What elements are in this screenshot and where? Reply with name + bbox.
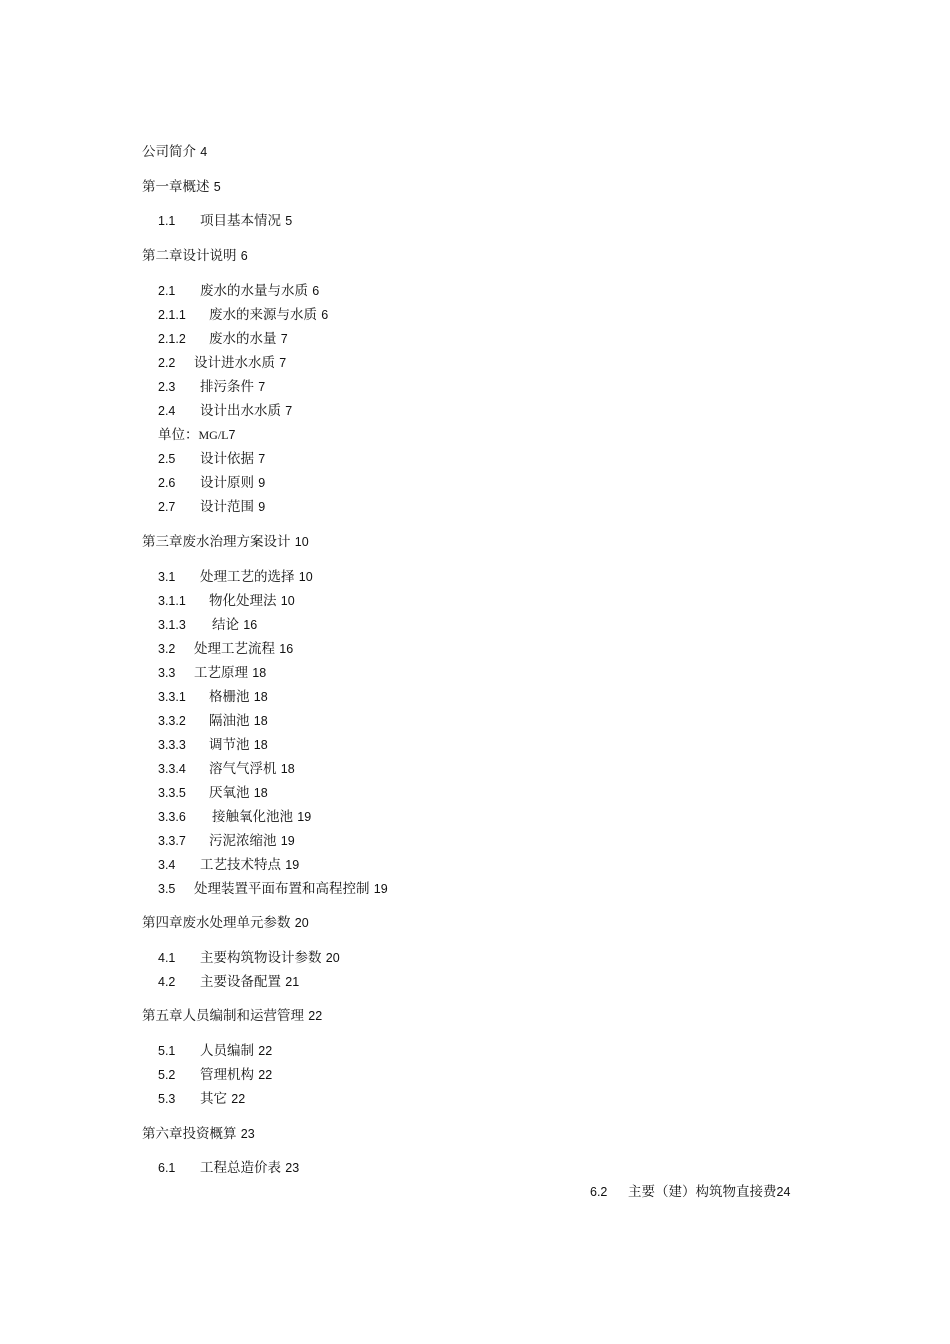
toc-section-number: 2.7: [158, 500, 176, 514]
toc-section-5-2[interactable]: [158, 1066, 272, 1084]
toc-title: 第一章概述: [142, 179, 210, 195]
toc-page-number: 6: [321, 308, 329, 322]
toc-title: 第六章投资概算: [142, 1126, 237, 1142]
toc-page-number: 19: [280, 834, 295, 848]
toc-title: 厌氧池: [209, 785, 250, 801]
toc-section-3-3[interactable]: [158, 664, 266, 682]
toc-section-3-2[interactable]: [158, 640, 293, 658]
toc-title: 项目基本情况: [200, 213, 281, 229]
toc-title: 第五章人员编制和运营管理: [142, 1008, 304, 1024]
toc-section-2-5[interactable]: [158, 450, 265, 468]
toc-page-number: 16: [243, 618, 258, 632]
toc-section-3-5[interactable]: [158, 880, 388, 898]
toc-page-number: 18: [252, 666, 267, 680]
toc-title: 工艺技术特点: [200, 857, 281, 873]
toc-section-3-1-3[interactable]: [158, 616, 257, 634]
toc-chapter-6[interactable]: [142, 1125, 255, 1143]
toc-title: 人员编制: [200, 1043, 254, 1059]
toc-section-3-3-6[interactable]: [158, 808, 311, 826]
toc-title: 公司简介: [142, 144, 196, 160]
toc-section-number: 2.3: [158, 380, 176, 394]
toc-title: 废水的来源与水质: [209, 307, 317, 323]
toc-section-number: 5.2: [158, 1068, 176, 1082]
toc-chapter-5[interactable]: [142, 1007, 322, 1025]
toc-page-number: 7: [285, 404, 293, 418]
toc-section-3-4[interactable]: [158, 856, 299, 874]
toc-section-number: 3.3.3: [158, 738, 186, 752]
toc-section-number: 5.3: [158, 1092, 176, 1106]
toc-section-number: 3.1.3: [158, 618, 186, 632]
toc-section-number: 4.1: [158, 951, 176, 965]
toc-page-number: 19: [297, 810, 312, 824]
toc-title: 废水的水量与水质: [200, 283, 308, 299]
toc-section-number: 3.3: [158, 666, 176, 680]
toc-title: 排污条件: [200, 379, 254, 395]
toc-title: 管理机构: [200, 1067, 254, 1083]
toc-title: 溶气气浮机: [209, 761, 277, 777]
toc-page-number: 22: [308, 1009, 323, 1023]
toc-section-2-1[interactable]: [158, 282, 319, 300]
toc-section-3-1-1[interactable]: [158, 592, 295, 610]
toc-page-number: 6: [240, 249, 248, 263]
toc-title: 接触氧化池池: [212, 809, 293, 825]
toc-section-2-1-1[interactable]: [158, 306, 328, 324]
toc-title: 废水的水量: [209, 331, 277, 347]
toc-section-number: 2.1: [158, 284, 176, 298]
toc-section-2-2[interactable]: [158, 354, 286, 372]
toc-section-number: 1.1: [158, 214, 176, 228]
toc-page-number: 9: [258, 500, 266, 514]
toc-section-2-4[interactable]: [158, 402, 292, 420]
toc-section-3-3-2[interactable]: [158, 712, 268, 730]
toc-title: 设计依据: [200, 451, 254, 467]
toc-page-number: 5: [285, 214, 293, 228]
toc-section-number: 3.5: [158, 882, 176, 896]
toc-title: 工程总造价表: [200, 1160, 281, 1176]
toc-title: 处理工艺的选择: [200, 569, 295, 585]
toc-section-number: 2.4: [158, 404, 176, 418]
toc-title: 设计原则: [200, 475, 254, 491]
toc-section-number: 3.3.7: [158, 834, 186, 848]
toc-page-number: 24: [776, 1185, 791, 1199]
toc-title: 隔油池: [209, 713, 250, 729]
toc-page-number: 7: [228, 428, 236, 442]
toc-section-number: 2.1.2: [158, 332, 186, 346]
toc-title: 调节池: [209, 737, 250, 753]
toc-page-number: 18: [253, 714, 268, 728]
toc-section-6-1[interactable]: [158, 1159, 299, 1177]
toc-section-3-3-1[interactable]: [158, 688, 268, 706]
toc-title: 污泥浓缩池: [209, 833, 277, 849]
toc-page-number: 4: [200, 145, 208, 159]
toc-title: 设计范围: [200, 499, 254, 515]
toc-page-number: 7: [258, 452, 266, 466]
toc-page-number: 9: [258, 476, 266, 490]
toc-title: 设计出水水质: [200, 403, 281, 419]
toc-title: 第三章废水治理方案设计: [142, 534, 291, 550]
toc-page-number: 10: [298, 570, 313, 584]
toc-page-number: 20: [294, 916, 309, 930]
toc-title: 主要（建）构筑物直接费: [628, 1184, 777, 1200]
toc-title: 主要构筑物设计参数: [200, 950, 322, 966]
toc-page-number: 22: [231, 1092, 246, 1106]
toc-unit: MG/L: [198, 428, 229, 442]
toc-title: 物化处理法: [209, 593, 277, 609]
toc-page-number: 10: [294, 535, 309, 549]
toc-page-number: 5: [213, 180, 221, 194]
toc-chapter-intro[interactable]: [142, 143, 207, 161]
toc-section-1-1[interactable]: [158, 212, 292, 230]
toc-section-3-1[interactable]: [158, 568, 313, 586]
toc-section-number: 3.4: [158, 858, 176, 872]
toc-page-number: 16: [279, 642, 294, 656]
toc-title: 处理装置平面布置和高程控制: [194, 881, 370, 897]
toc-chapter-4[interactable]: [142, 914, 309, 932]
toc-title: 单位：: [158, 427, 199, 443]
toc-page-number: 7: [258, 380, 266, 394]
toc-page-number: 23: [240, 1127, 255, 1141]
toc-chapter-2[interactable]: [142, 247, 248, 265]
toc-section-number: 2.6: [158, 476, 176, 490]
toc-section-number: 3.3.1: [158, 690, 186, 704]
toc-chapter-3[interactable]: [142, 533, 309, 551]
toc-page-number: 10: [280, 594, 295, 608]
toc-page-number: 19: [373, 882, 388, 896]
toc-section-2-6[interactable]: [158, 474, 265, 492]
toc-section-2-3[interactable]: [158, 378, 265, 396]
toc-section-number: 3.3.6: [158, 810, 186, 824]
toc-section-3-3-7[interactable]: [158, 832, 295, 850]
toc-page-number: 20: [325, 951, 340, 965]
toc-section-6-2[interactable]: [590, 1183, 790, 1201]
toc-page-number: 18: [280, 762, 295, 776]
toc-section-number: 2.1.1: [158, 308, 186, 322]
toc-section-number: 2.2: [158, 356, 176, 370]
toc-title: 其它: [200, 1091, 227, 1107]
toc-page-number: 18: [253, 786, 268, 800]
toc-section-number: 6.1: [158, 1161, 176, 1175]
toc-section-5-1[interactable]: [158, 1042, 272, 1060]
toc-page-number: 7: [280, 332, 288, 346]
toc-title: 结论: [212, 617, 239, 633]
toc-section-3-3-4[interactable]: [158, 760, 295, 778]
toc-page-number: 21: [285, 975, 300, 989]
toc-title: 格栅池: [209, 689, 250, 705]
toc-title: 主要设备配置: [200, 974, 281, 990]
toc-page-number: 23: [285, 1161, 300, 1175]
toc-chapter-1[interactable]: [142, 178, 221, 196]
toc-title: 第二章设计说明: [142, 248, 237, 264]
toc-page-number: 22: [258, 1044, 273, 1058]
toc-section-number: 6.2: [590, 1185, 608, 1199]
toc-section-2-7[interactable]: [158, 498, 265, 516]
toc-page-number: 6: [312, 284, 320, 298]
toc-section-number: 5.1: [158, 1044, 176, 1058]
toc-page-number: 18: [253, 690, 268, 704]
toc-section-5-3[interactable]: [158, 1090, 245, 1108]
toc-section-number: 3.1: [158, 570, 176, 584]
toc-section-3-3-5[interactable]: [158, 784, 268, 802]
toc-section-2-1-2[interactable]: [158, 330, 288, 348]
toc-section-3-3-3[interactable]: [158, 736, 268, 754]
toc-page-number: 18: [253, 738, 268, 752]
toc-section-number: 3.3.5: [158, 786, 186, 800]
toc-title: 处理工艺流程: [194, 641, 275, 657]
toc-page-number: 7: [279, 356, 287, 370]
toc-section-number: 3.3.2: [158, 714, 186, 728]
toc-title: 第四章废水处理单元参数: [142, 915, 291, 931]
toc-page-number: 22: [258, 1068, 273, 1082]
toc-section-number: 3.3.4: [158, 762, 186, 776]
toc-unit-line[interactable]: [158, 426, 235, 444]
toc-section-number: 3.1.1: [158, 594, 186, 608]
toc-title: 设计进水水质: [194, 355, 275, 371]
toc-section-4-1[interactable]: [158, 949, 340, 967]
toc-title: 工艺原理: [194, 665, 248, 681]
toc-section-number: 2.5: [158, 452, 176, 466]
toc-page-number: 19: [285, 858, 300, 872]
toc-section-number: 3.2: [158, 642, 176, 656]
toc-section-4-2[interactable]: [158, 973, 299, 991]
toc-section-number: 4.2: [158, 975, 176, 989]
